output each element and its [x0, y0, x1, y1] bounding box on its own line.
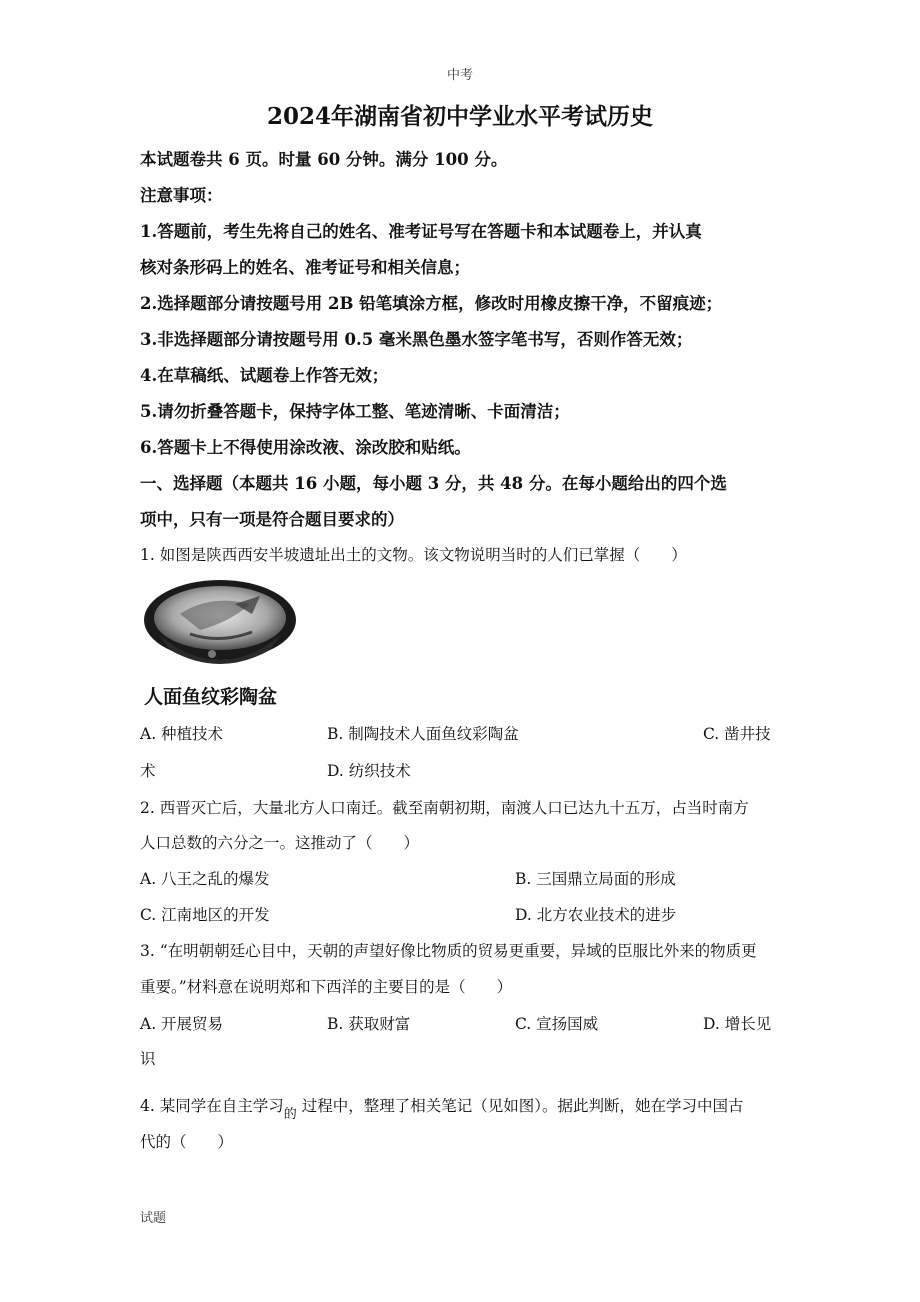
q2-option-a: A. 八王之乱的爆发: [140, 870, 270, 888]
notice-line-1a: 1.答题前，考生先将自己的姓名、准考证号写在答题卡和本试题卷上，并认真: [140, 222, 702, 241]
page-footer: 试题: [140, 1211, 167, 1226]
q2-option-b: B. 三国鼎立局面的形成: [515, 870, 676, 888]
q2-stem-line-2: 人口总数的六分之一。这推动了（ ）: [140, 834, 420, 852]
notice-line-2: 2.选择题部分请按题号用 2B 铅笔填涂方框，修改时用橡皮擦干净，不留痕迹；: [140, 294, 723, 313]
q1-stem: 1. 如图是陕西西安半坡遗址出土的文物。该文物说明当时的人们已掌握（ ）: [140, 546, 687, 564]
exam-info: 本试题卷共 6 页。时量 60 分钟。满分 100 分。: [140, 150, 508, 169]
q4-stem-line-2: 代的（ ）: [140, 1133, 234, 1151]
q3-option-b: B. 获取财富: [327, 1015, 411, 1033]
q1-option-a: A. 种植技术: [140, 725, 224, 743]
painted-pottery-basin-figure: [140, 574, 300, 714]
q4-stem-post: 过程中，整理了相关笔记（见如图）。据此判断，她在学习中国古: [301, 1097, 744, 1115]
notice-line-1b: 核对条形码上的姓名、准考证号和相关信息；: [140, 258, 470, 277]
q3-option-d: D. 增长见: [703, 1015, 772, 1033]
section-heading-line-2: 项中，只有一项是符合题目要求的）: [140, 510, 404, 529]
q4-stem-superscript: 的: [283, 1107, 297, 1122]
q2-option-c: C. 江南地区的开发: [140, 906, 270, 924]
page-header: 中考: [446, 68, 473, 83]
q3-option-d-wrap: 识: [140, 1050, 156, 1068]
q3-stem-line-2: 重要。”材料意在说明郑和下西洋的主要目的是（ ）: [140, 978, 513, 996]
figure-caption: 人面鱼纹彩陶盆: [144, 686, 278, 708]
q4-stem-pre: 4. 某同学在自主学习: [140, 1097, 284, 1115]
notice-line-6: 6.答题卡上不得使用涂改液、涂改胶和贴纸。: [140, 438, 471, 457]
notice-line-5: 5.请勿折叠答题卡，保持字体工整、笔迹清晰、卡面清洁；: [140, 402, 570, 421]
notice-line-3: 3.非选择题部分请按题号用 0.5 毫米黑色墨水签字笔书写，否则作答无效；: [140, 330, 693, 349]
q3-stem-line-1: 3. “在明朝朝廷心目中，天朝的声望好像比物质的贸易更重要，异域的臣服比外来的物质更: [140, 942, 757, 960]
q3-option-c: C. 宣扬国威: [515, 1015, 599, 1033]
q3-option-a: A. 开展贸易: [140, 1015, 224, 1033]
q1-option-c: C. 凿井技: [703, 725, 771, 743]
section-heading-line-1: 一、选择题（本题共 16 小题，每小题 3 分，共 48 分。在每小题给出的四个选: [140, 474, 727, 493]
q4-stem-line-1: [140, 1094, 744, 1122]
notice-line-4: 4.在草稿纸、试题卷上作答无效；: [140, 366, 389, 385]
q2-option-d: D. 北方农业技术的进步: [515, 906, 677, 924]
q2-stem-line-1: 2. 西晋灭亡后，大量北方人口南迁。截至南朝初期，南渡人口已达九十五万，占当时南方: [140, 799, 749, 817]
q1-option-d: D. 纺织技术: [327, 762, 411, 780]
q1-option-b: B. 制陶技术人面鱼纹彩陶盆: [327, 725, 519, 743]
notice-heading: 注意事项：: [140, 186, 223, 205]
exam-title: 2024年湖南省初中学业水平考试历史: [266, 103, 653, 130]
q1-option-c-wrap: 术: [140, 762, 156, 780]
